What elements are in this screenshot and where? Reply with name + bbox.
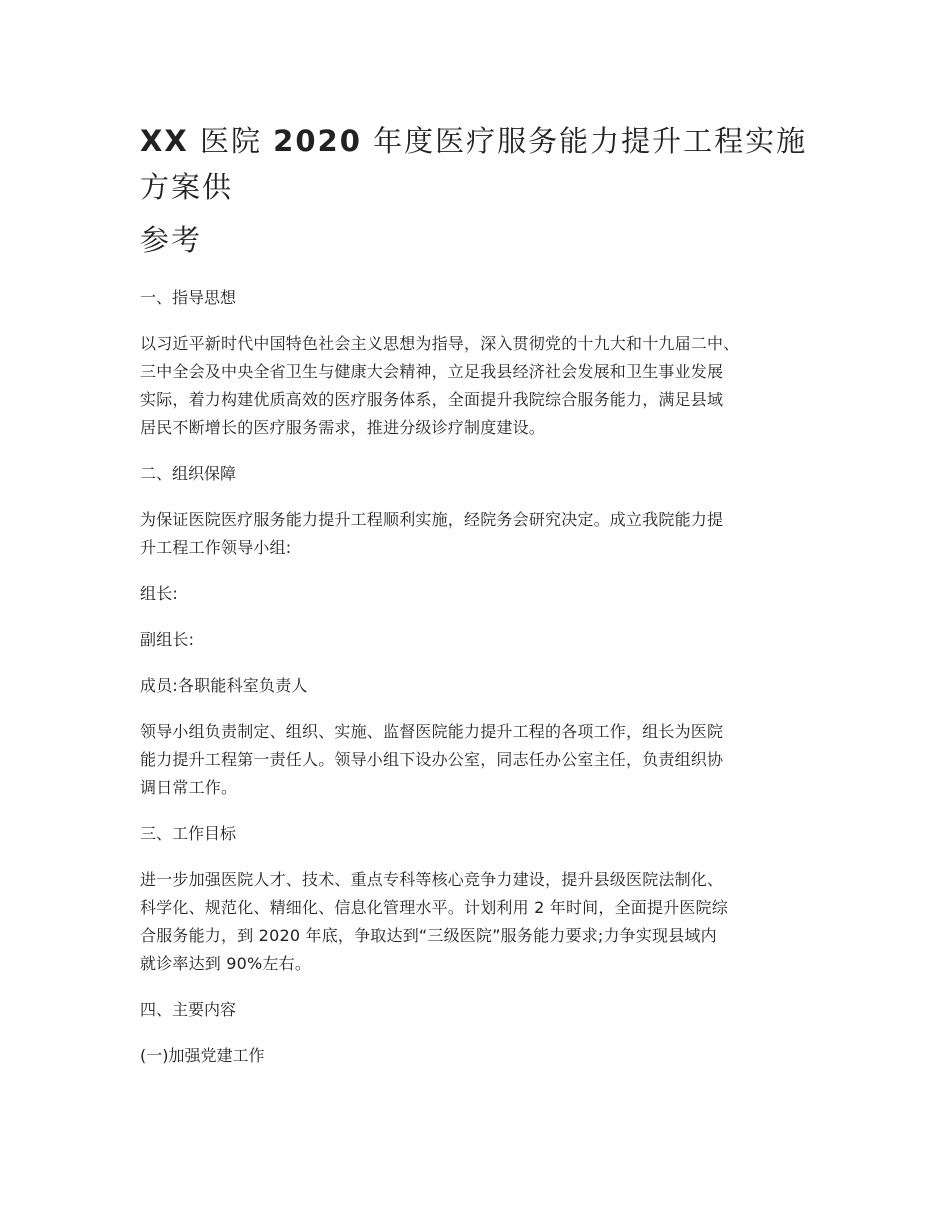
section-heading: 二、组织保障 xyxy=(140,464,237,483)
paragraph xyxy=(140,580,810,608)
paragraph-line: 合服务能力，到 2020 年底，争取达到“三级医院”服务能力要求;力争实现县域内 xyxy=(140,926,717,945)
title-part-xx: XX xyxy=(140,124,189,158)
paragraph-line: 科学化、规范化、精细化、信息化管理水平。计划利用 2 年时间，全面提升医院综 xyxy=(140,898,728,917)
paragraph xyxy=(140,330,810,442)
paragraph-line: 就诊率达到 90%左右。 xyxy=(140,954,312,973)
paragraph-line: 为保证医院医疗服务能力提升工程顺利实施，经院务会研究决定。成立我院能力提 xyxy=(140,510,724,529)
document-subtitle: 参考 xyxy=(140,223,203,257)
paragraph xyxy=(140,866,810,978)
paragraph-line: 实际，着力构建优质高效的医疗服务体系，全面提升我院综合服务能力，满足县域 xyxy=(140,390,724,409)
title-part-rest: 年度医疗服务能力提升工程实施 xyxy=(373,124,808,158)
document-title xyxy=(140,118,810,210)
title-part-year: 2020 xyxy=(273,124,362,158)
section-heading: (一)加强党建工作 xyxy=(140,1046,265,1065)
document-page xyxy=(140,118,810,1070)
paragraph-line: 居民不断增长的医疗服务需求，推进分级诊疗制度建设。 xyxy=(140,418,546,437)
section-heading: 四、主要内容 xyxy=(140,1000,237,1019)
paragraph-line: 进一步加强医院人才、技术、重点专科等核心竞争力建设，提升县级医院法制化、 xyxy=(140,870,724,889)
title-part-hospital: 医院 xyxy=(199,124,262,158)
paragraph-line: 三中全会及中央全省卫生与健康大会精神，立足我县经济社会发展和卫生事业发展 xyxy=(140,362,724,381)
paragraph-line: 调日常工作。 xyxy=(140,778,238,797)
paragraph xyxy=(140,626,810,654)
paragraph-line: 以习近平新时代中国特色社会主义思想为指导，深入贯彻党的十九大和十九届二中、 xyxy=(140,334,740,353)
section-heading: 三、工作目标 xyxy=(140,824,237,843)
section-heading: 一、指导思想 xyxy=(140,288,237,307)
paragraph-line: 领导小组负责制定、组织、实施、监督医院能力提升工程的各项工作，组长为医院 xyxy=(140,722,724,741)
paragraph-line: 副组长: xyxy=(140,630,195,649)
paragraph-line: 能力提升工程第一责任人。领导小组下设办公室，同志任办公室主任，负责组织协 xyxy=(140,750,724,769)
document-body xyxy=(140,284,810,1070)
paragraph-line: 升工程工作领导小组: xyxy=(140,538,292,557)
paragraph xyxy=(140,718,810,802)
paragraph-line: 成员:各职能科室负责人 xyxy=(140,676,308,695)
paragraph xyxy=(140,506,810,562)
paragraph xyxy=(140,672,810,700)
paragraph-line: 组长: xyxy=(140,584,178,603)
title-line-2: 方案供 xyxy=(140,170,234,204)
